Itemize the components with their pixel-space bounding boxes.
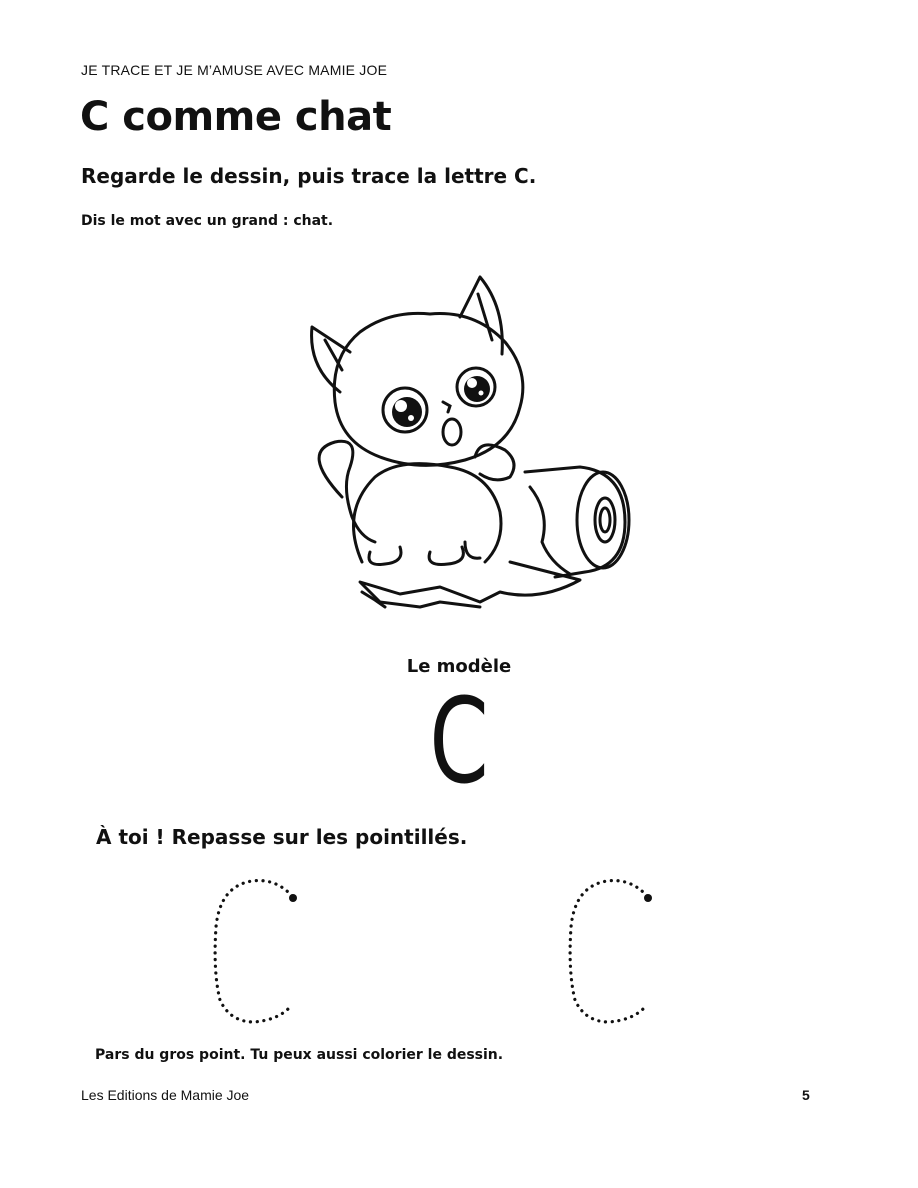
start-dot — [644, 894, 652, 902]
dotted-letter-c-1[interactable] — [196, 872, 306, 1032]
dotted-letter-c-2[interactable] — [551, 872, 661, 1032]
header-kicker: JE TRACE ET JE M’AMUSE AVEC MAMIE JOE — [81, 62, 388, 78]
footer-note: Pars du gros point. Tu peux aussi colorier le dessin. — [95, 1047, 504, 1063]
say-word-text: Dis le mot avec un grand : chat. — [81, 213, 334, 229]
model-letter: C — [429, 672, 489, 810]
model-label: Le modèle — [406, 656, 512, 677]
page-number: 5 — [802, 1087, 810, 1103]
page-title: C comme chat — [80, 94, 392, 140]
instruction-text: Regarde le dessin, puis trace la lettre C. — [81, 164, 537, 188]
kitten-illustration — [280, 262, 640, 628]
practice-heading: À toi ! Repasse sur les pointillés. — [96, 825, 468, 849]
footer-publisher: Les Editions de Mamie Joe — [81, 1087, 250, 1103]
start-dot — [289, 894, 297, 902]
